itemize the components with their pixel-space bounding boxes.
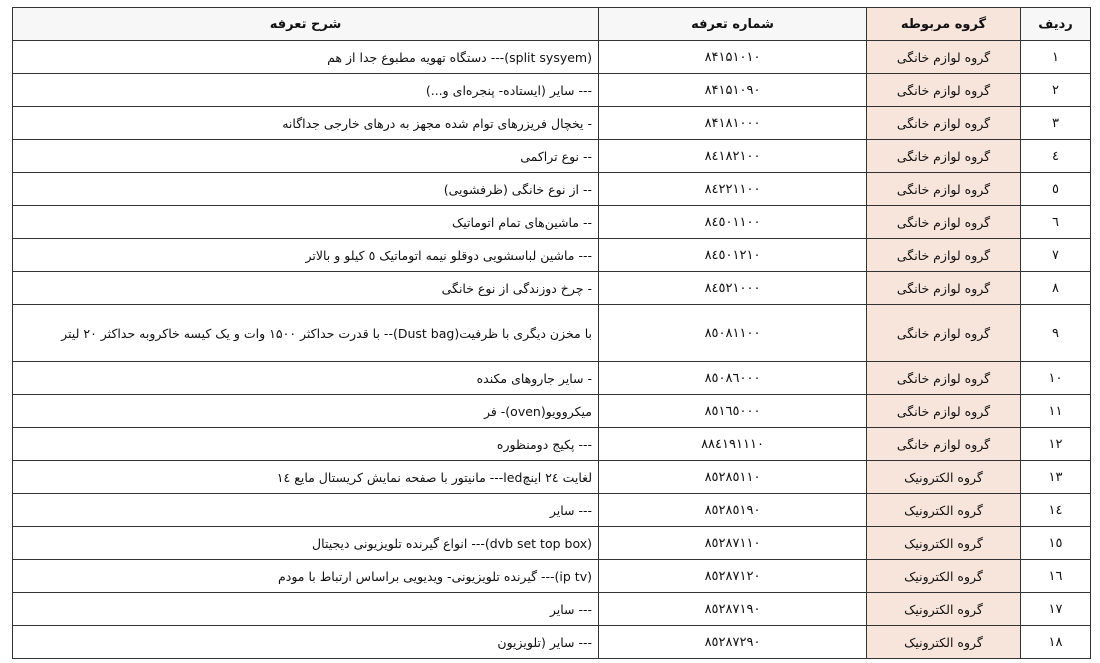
row-number-cell: ۱ [1021,41,1091,74]
row-number-cell: ۱۸ [1021,626,1091,659]
table-row [13,173,1091,206]
group-cell: گروه لوازم خانگی [867,173,1021,206]
group-cell: گروه الکترونیک [867,527,1021,560]
row-number-cell: ۹ [1021,305,1091,362]
tariff-description-cell: میکروویو(oven)- فر [13,395,599,428]
row-number-cell: ۱٥ [1021,527,1091,560]
group-cell: گروه لوازم خانگی [867,206,1021,239]
group-cell: گروه لوازم خانگی [867,41,1021,74]
tariff-code-cell: ۸٥۲۸٥۱۹۰ [599,494,867,527]
group-cell: گروه الکترونیک [867,593,1021,626]
table-row [13,140,1091,173]
header-tariff-description: شرح تعرفه [13,8,599,41]
tariff-description-cell: --- سایر [13,494,599,527]
group-cell: گروه لوازم خانگی [867,239,1021,272]
tariff-code-cell: ۸٥۲۸۷۱۲۰ [599,560,867,593]
tariff-description-cell: لغایت ۲٤ اینچled--- مانیتور با صفحه نمایش کریستال مایع ۱٤ [13,461,599,494]
group-cell: گروه الکترونیک [867,560,1021,593]
group-cell: گروه لوازم خانگی [867,362,1021,395]
group-cell: گروه الکترونیک [867,494,1021,527]
row-number-cell: ۱۲ [1021,428,1091,461]
group-cell: گروه الکترونیک [867,461,1021,494]
row-number-cell: ۱۱ [1021,395,1091,428]
tariff-description-cell: --- ماشین لباسشویی دوقلو نیمه اتوماتیک ٥ کیلو و بالاتر [13,239,599,272]
tariff-description-cell: (ip tv)--- گیرنده تلویزیونی- ویدیویی براساس ارتباط با مودم [13,560,599,593]
group-cell: گروه لوازم خانگی [867,74,1021,107]
table-row [13,428,1091,461]
row-number-cell: ۲ [1021,74,1091,107]
tariff-description-cell: -- ماشین‌های تمام اتوماتیک [13,206,599,239]
row-number-cell: ۱۷ [1021,593,1091,626]
tariff-description-cell: --- سایر (تلویزیون [13,626,599,659]
row-number-cell: ۱۳ [1021,461,1091,494]
table-row [13,206,1091,239]
tariff-code-cell: ۸۸٤۱۹۱۱۱۰ [599,428,867,461]
tariff-description-cell: --- پکیج دومنظوره [13,428,599,461]
tariff-table-container [12,7,1090,659]
table-row [13,362,1091,395]
tariff-code-cell: ۸٥۱٦٥۰۰۰ [599,395,867,428]
table-row [13,527,1091,560]
row-number-cell: ٦ [1021,206,1091,239]
row-number-cell: ۸ [1021,272,1091,305]
table-row [13,560,1091,593]
tariff-code-cell: ۸٥۲۸۷۱۱۰ [599,527,867,560]
tariff-code-cell: ۸٤۱۸۲۱۰۰ [599,140,867,173]
row-number-cell: ٤ [1021,140,1091,173]
group-cell: گروه لوازم خانگی [867,428,1021,461]
tariff-code-cell: ۸٤٥۲۱۰۰۰ [599,272,867,305]
row-number-cell: ۱٤ [1021,494,1091,527]
table-row [13,74,1091,107]
table-row [13,593,1091,626]
tariff-code-cell: ۸٥۰۸۱۱۰۰ [599,305,867,362]
group-cell: گروه الکترونیک [867,626,1021,659]
tariff-code-cell: ۸٤٥۰۱۱۰۰ [599,206,867,239]
tariff-code-cell: ۸٥۰۸٦۰۰۰ [599,362,867,395]
table-row [13,626,1091,659]
tariff-description-cell: - سایر جاروهای مکنده [13,362,599,395]
table-body [13,41,1091,659]
table-row [13,107,1091,140]
tariff-table [12,7,1091,659]
tariff-description-cell: - یخچال فریزرهای توام شده مجهز به درهای خارجی جداگانه [13,107,599,140]
table-row [13,305,1091,362]
tariff-code-cell: ۸٥۲۸٥۱۱۰ [599,461,867,494]
row-number-cell: ۱٦ [1021,560,1091,593]
tariff-description-cell: - چرخ دوزندگی از نوع خانگی [13,272,599,305]
header-group: گروه مربوطه [867,8,1021,41]
tariff-description-cell: --- سایر (ایستاده- پنجره‌ای و...) [13,74,599,107]
tariff-code-cell: ۸٥۲۸۷۲۹۰ [599,626,867,659]
table-header-row [13,8,1091,41]
group-cell: گروه لوازم خانگی [867,395,1021,428]
header-row-number: ردیف [1021,8,1091,41]
table-row [13,239,1091,272]
tariff-code-cell: ۸۴۱۵۱۰۹۰ [599,74,867,107]
row-number-cell: ۷ [1021,239,1091,272]
tariff-description-cell: -- نوع تراکمی [13,140,599,173]
tariff-description-cell: (dvb set top box)--- انواع گیرنده تلویزیونی دیجیتال [13,527,599,560]
tariff-code-cell: ۸۴۱۸۱۰۰۰ [599,107,867,140]
table-row [13,461,1091,494]
group-cell: گروه لوازم خانگی [867,140,1021,173]
tariff-description-cell: (split sysyem)--- دستگاه تهویه مطبوع جدا از هم [13,41,599,74]
tariff-description-cell: --- سایر [13,593,599,626]
table-row [13,494,1091,527]
tariff-description-cell: با مخزن دیگری با ظرفیت(Dust bag)-- با قدرت حداکثر ۱۵۰۰ وات و یک کیسه خاکروبه حداکثر ۲۰ لیتر [13,305,599,362]
row-number-cell: ۳ [1021,107,1091,140]
table-row [13,395,1091,428]
group-cell: گروه لوازم خانگی [867,272,1021,305]
tariff-code-cell: ۸۴۱۵۱۰۱۰ [599,41,867,74]
header-tariff-code: شماره تعرفه [599,8,867,41]
row-number-cell: ٥ [1021,173,1091,206]
table-row [13,272,1091,305]
table-row [13,41,1091,74]
tariff-code-cell: ۸٤۲۲۱۱۰۰ [599,173,867,206]
tariff-description-cell: -- از نوع خانگی (ظرفشویی) [13,173,599,206]
row-number-cell: ۱۰ [1021,362,1091,395]
group-cell: گروه لوازم خانگی [867,107,1021,140]
tariff-code-cell: ۸٥۲۸۷۱۹۰ [599,593,867,626]
group-cell: گروه لوازم خانگی [867,305,1021,362]
tariff-code-cell: ۸٤٥۰۱۲۱۰ [599,239,867,272]
